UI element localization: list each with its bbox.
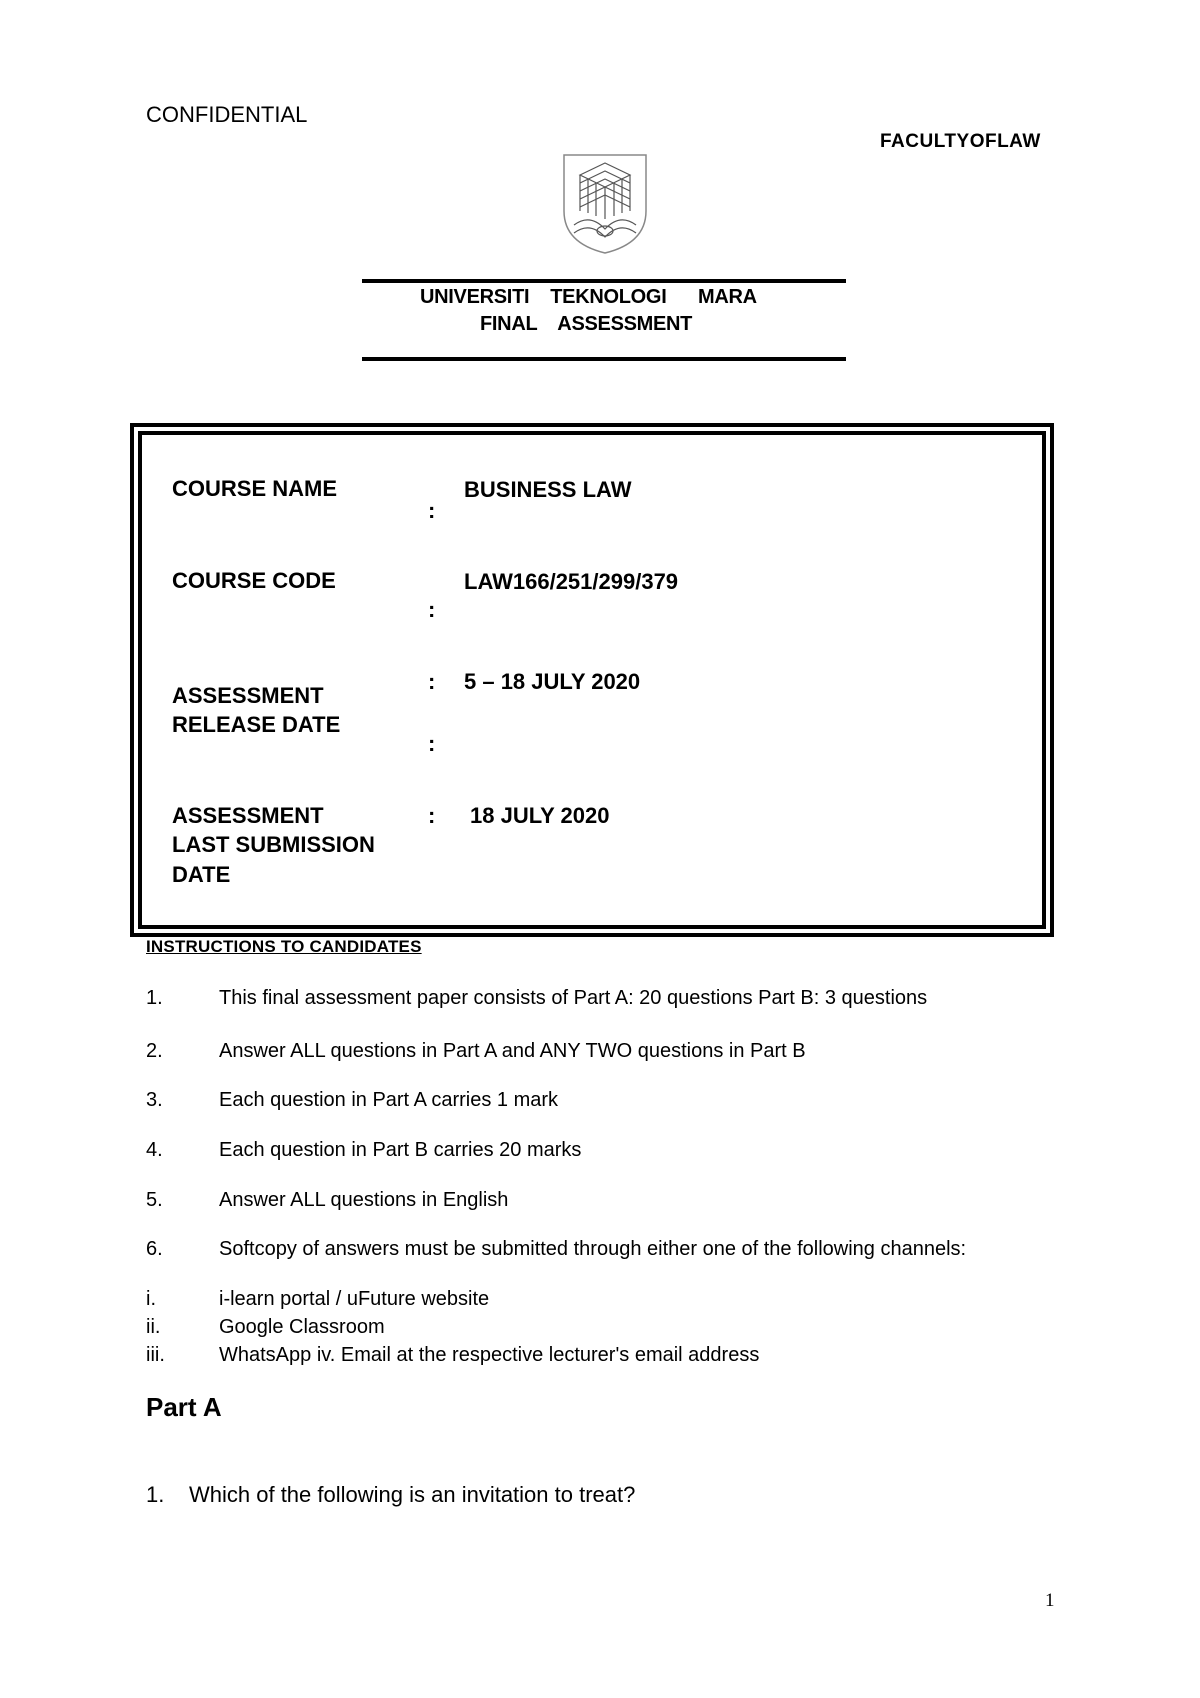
- instruction-text: Answer ALL questions in Part A and ANY TWO questions in Part B: [219, 1040, 806, 1062]
- channel-number: ii.: [146, 1316, 161, 1338]
- instruction-number: 6.: [146, 1238, 163, 1260]
- title-top-rule: [362, 279, 846, 283]
- submission-date-colon: :: [428, 803, 436, 828]
- page-number: 1: [1045, 1590, 1055, 1611]
- part-a-heading: Part A: [146, 1392, 222, 1422]
- release-date-label-line1: ASSESSMENT: [172, 683, 324, 708]
- submission-date-label-line1: ASSESSMENT: [172, 803, 324, 828]
- faculty-label: FACULTYOFLAW: [880, 131, 1041, 152]
- course-name-colon: :: [428, 498, 436, 523]
- university-crest-icon: [560, 153, 650, 255]
- submission-date-label-line2: LAST SUBMISSION: [172, 832, 375, 857]
- question-number: 1.: [146, 1482, 165, 1507]
- instruction-number: 4.: [146, 1139, 163, 1161]
- course-code-colon: :: [428, 597, 436, 622]
- course-name-value: BUSINESS LAW: [464, 477, 632, 502]
- title-bottom-rule: [362, 357, 846, 361]
- release-date-label-line2: RELEASE DATE: [172, 712, 341, 737]
- confidential-label: CONFIDENTIAL: [146, 102, 308, 127]
- channel-text: i-learn portal / uFuture website: [219, 1288, 490, 1310]
- release-date-colon-1: :: [428, 669, 436, 694]
- instruction-text: Each question in Part B carries 20 marks: [219, 1139, 582, 1161]
- instruction-text: Answer ALL questions in English: [219, 1189, 509, 1211]
- instruction-text: This final assessment paper consists of Part A: 20 questions Part B: 3 questions: [219, 987, 928, 1009]
- course-name-label: COURSE NAME: [172, 476, 338, 501]
- channel-number: i.: [146, 1288, 156, 1310]
- submission-date-label-line3: DATE: [172, 862, 231, 887]
- submission-date-value: 18 JULY 2020: [470, 803, 610, 828]
- instruction-text: Softcopy of answers must be submitted through either one of the following channels:: [219, 1238, 967, 1260]
- course-code-value: LAW166/251/299/379: [464, 569, 679, 594]
- instruction-number: 1.: [146, 987, 163, 1009]
- channel-number: iii.: [146, 1344, 165, 1366]
- course-code-label: COURSE CODE: [172, 568, 336, 593]
- release-date-colon-2: :: [428, 731, 436, 756]
- instructions-heading: INSTRUCTIONS TO CANDIDATES: [146, 937, 422, 956]
- instruction-number: 2.: [146, 1040, 163, 1062]
- release-date-value: 5 – 18 JULY 2020: [464, 669, 641, 694]
- assessment-type: FINAL ASSESSMENT: [480, 313, 693, 335]
- channel-text: Google Classroom: [219, 1316, 385, 1338]
- instruction-number: 3.: [146, 1089, 163, 1111]
- instruction-text: Each question in Part A carries 1 mark: [219, 1089, 559, 1111]
- question-text: Which of the following is an invitation to treat?: [189, 1482, 636, 1507]
- channel-text: WhatsApp iv. Email at the respective lecturer's email address: [219, 1344, 760, 1366]
- instruction-number: 5.: [146, 1189, 163, 1211]
- university-name: UNIVERSITI TEKNOLOGI MARA: [420, 286, 757, 308]
